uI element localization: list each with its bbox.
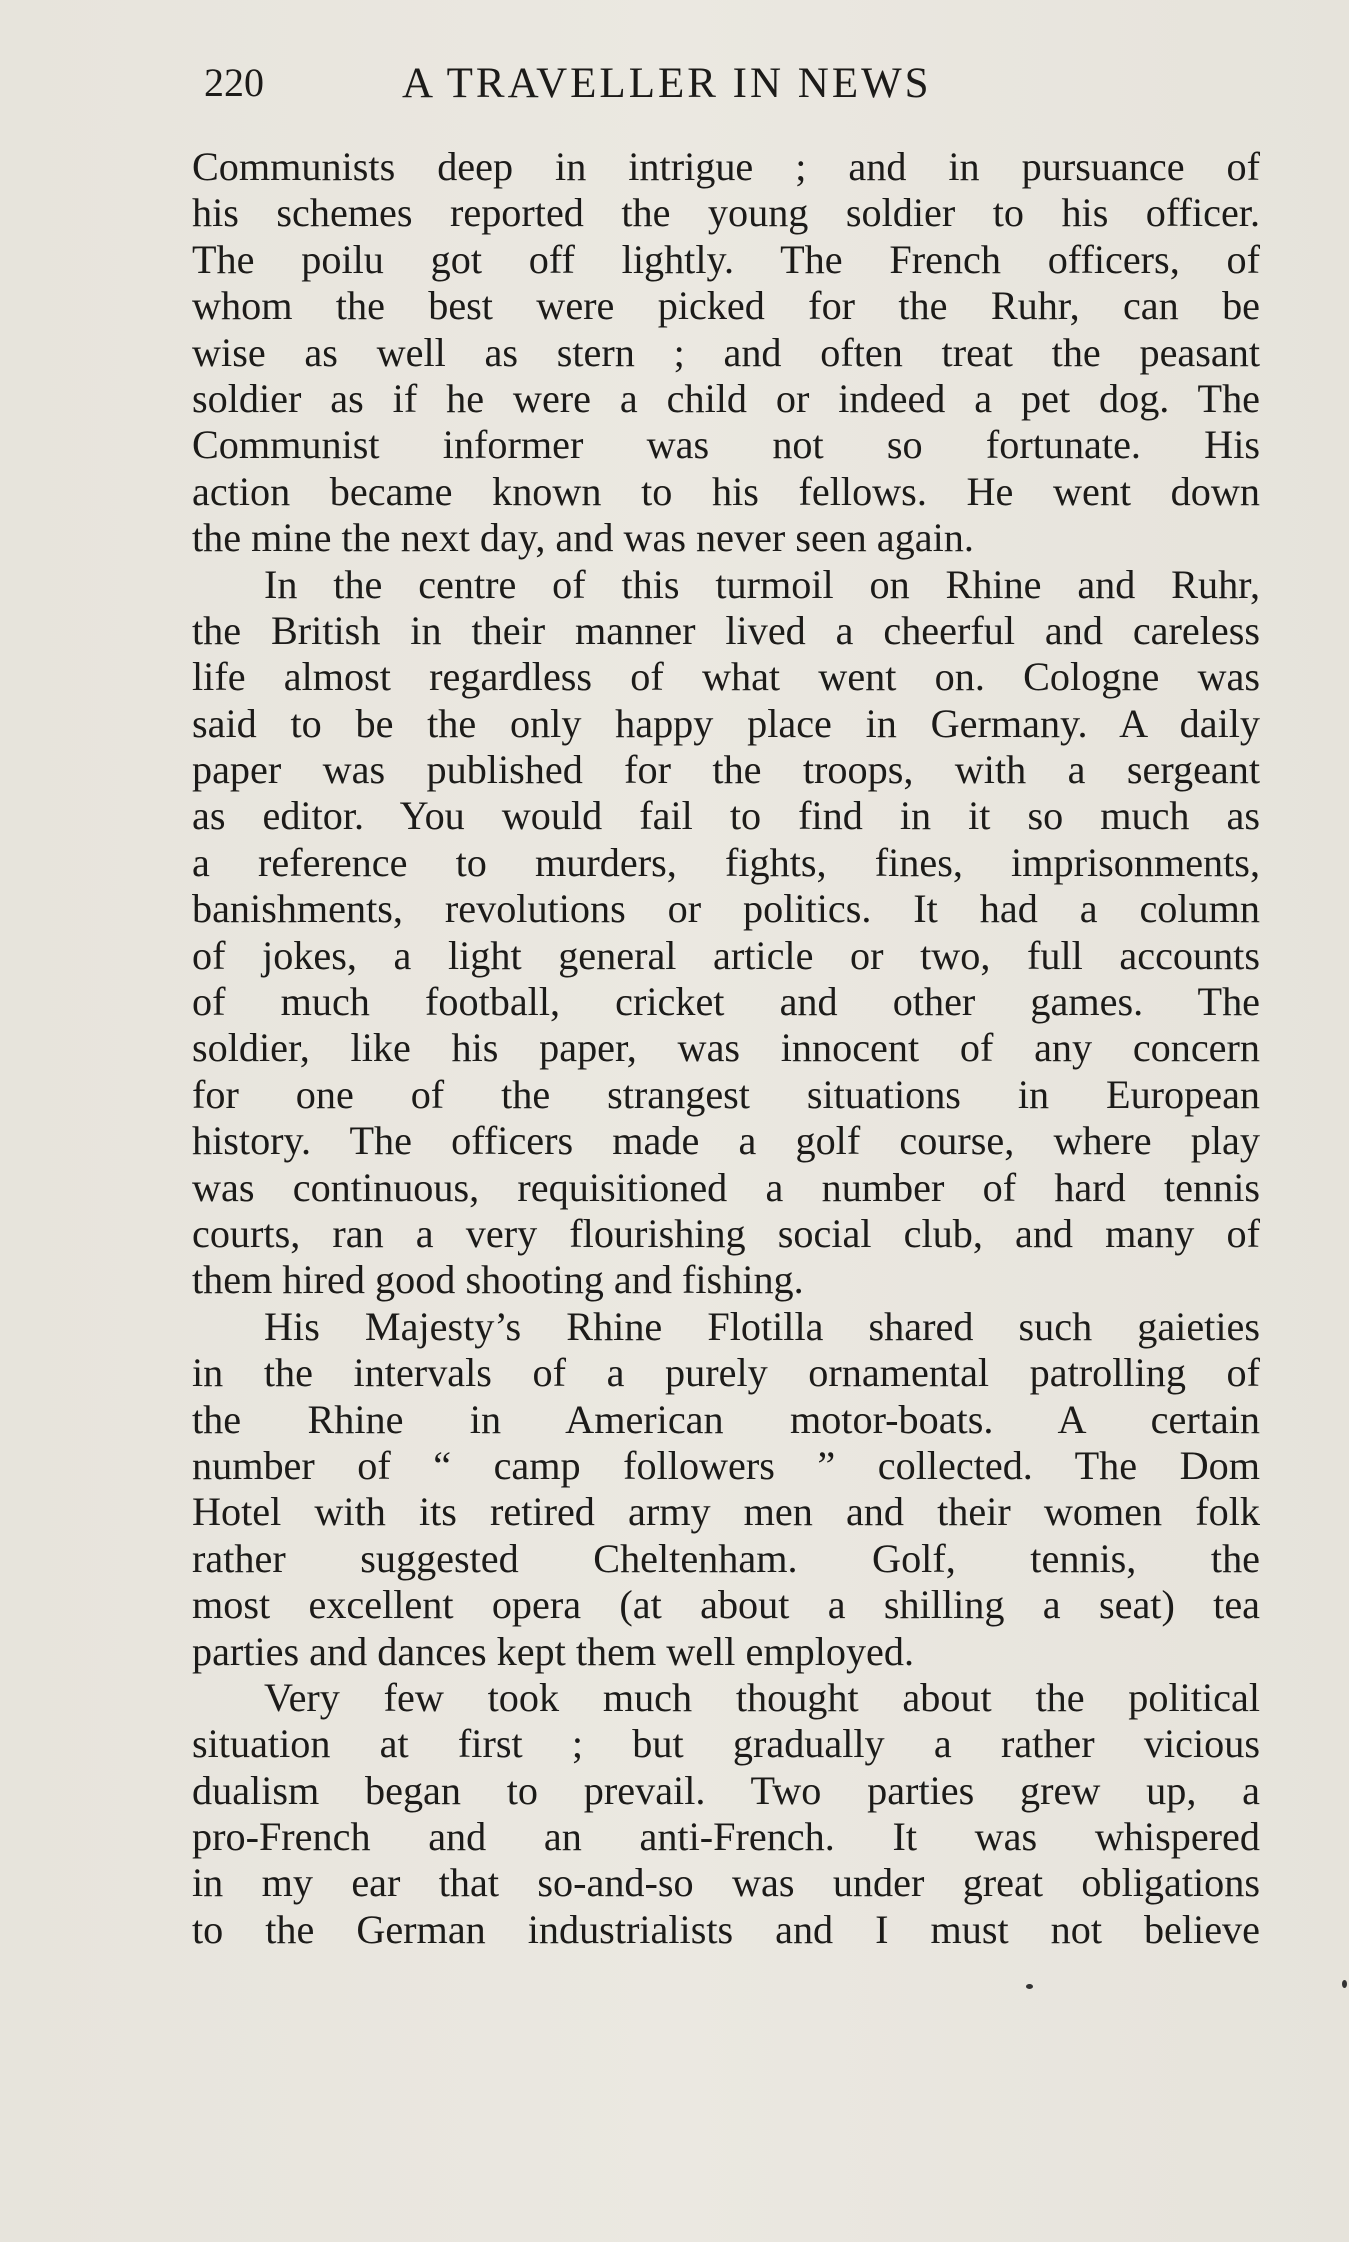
text-line: banishments, revolutions or politics. It had a column bbox=[192, 886, 1260, 932]
paragraph bbox=[192, 562, 1260, 1304]
text-line: for one of the strangest situations in European bbox=[192, 1071, 1260, 1117]
text-line: soldier as if he were a child or indeed a pet dog. The bbox=[192, 375, 1260, 421]
text-line: Communists deep in intrigue ; and in pursuance of bbox=[192, 144, 1260, 189]
text-line: them hired good shooting and fishing. bbox=[192, 1257, 804, 1303]
text-line: as editor. You would fail to find in it so much as bbox=[192, 793, 1260, 839]
text-line: action became known to his fellows. He went down bbox=[192, 468, 1260, 514]
text-line: of jokes, a light general article or two, full accounts bbox=[192, 932, 1260, 978]
text-line: the Rhine in American motor-boats. A certain bbox=[192, 1396, 1260, 1442]
print-speck bbox=[1342, 1980, 1347, 1988]
text-line: Very few took much thought about the political bbox=[264, 1674, 1260, 1720]
text-line: most excellent opera (at about a shilling a seat) tea bbox=[192, 1582, 1260, 1628]
text-line: Hotel with its retired army men and their women folk bbox=[192, 1489, 1260, 1535]
print-speck bbox=[1026, 1984, 1033, 1989]
text-line: the British in their manner lived a cheerful and careless bbox=[192, 607, 1260, 653]
text-line: situation at first ; but gradually a rather vicious bbox=[192, 1721, 1260, 1767]
paragraph bbox=[192, 1304, 1260, 1675]
running-title: A TRAVELLER IN NEWS bbox=[402, 60, 932, 107]
text-line: in the intervals of a purely ornamental patrolling of bbox=[192, 1350, 1260, 1396]
page-number: 220 bbox=[204, 60, 264, 105]
text-line: His Majesty’s Rhine Flotilla shared such gaieties bbox=[264, 1303, 1260, 1349]
body-text bbox=[192, 144, 1260, 1953]
text-line: of much football, cricket and other games. The bbox=[192, 979, 1260, 1025]
text-line: whom the best were picked for the Ruhr, can be bbox=[192, 283, 1260, 329]
text-line: wise as well as stern ; and often treat the peasant bbox=[192, 329, 1260, 375]
paragraph bbox=[192, 144, 1260, 562]
text-line: parties and dances kept them well employed. bbox=[192, 1628, 915, 1674]
text-line: in my ear that so-and-so was under great obligations bbox=[192, 1860, 1260, 1906]
text-line: to the German industrialists and I must not believe bbox=[192, 1906, 1260, 1952]
text-line: In the centre of this turmoil on Rhine and Ruhr, bbox=[264, 561, 1260, 607]
text-line: dualism began to prevail. Two parties grew up, a bbox=[192, 1767, 1260, 1813]
text-line: a reference to murders, fights, fines, imprisonments, bbox=[192, 839, 1260, 885]
text-line: pro-French and an anti-French. It was whispered bbox=[192, 1814, 1260, 1860]
text-line: number of “ camp followers ” collected. The Dom bbox=[192, 1442, 1260, 1488]
text-line: rather suggested Cheltenham. Golf, tennis, the bbox=[192, 1535, 1260, 1581]
text-line: his schemes reported the young soldier to his officer. bbox=[192, 190, 1260, 236]
paragraph bbox=[192, 1675, 1260, 1953]
running-head bbox=[190, 55, 1070, 115]
text-line: soldier, like his paper, was innocent of any concern bbox=[192, 1025, 1260, 1071]
text-line: said to be the only happy place in Germany. A daily bbox=[192, 700, 1260, 746]
text-line: life almost regardless of what went on. Cologne was bbox=[192, 654, 1260, 700]
text-line: courts, ran a very flourishing social club, and many of bbox=[192, 1210, 1260, 1256]
text-line: The poilu got off lightly. The French officers, of bbox=[192, 236, 1260, 282]
text-line: Communist informer was not so fortunate. His bbox=[192, 422, 1260, 468]
text-line: the mine the next day, and was never seen again. bbox=[192, 515, 974, 561]
text-line: history. The officers made a golf course, where play bbox=[192, 1118, 1260, 1164]
text-line: paper was published for the troops, with a sergeant bbox=[192, 747, 1260, 793]
text-line: was continuous, requisitioned a number of hard tennis bbox=[192, 1164, 1260, 1210]
